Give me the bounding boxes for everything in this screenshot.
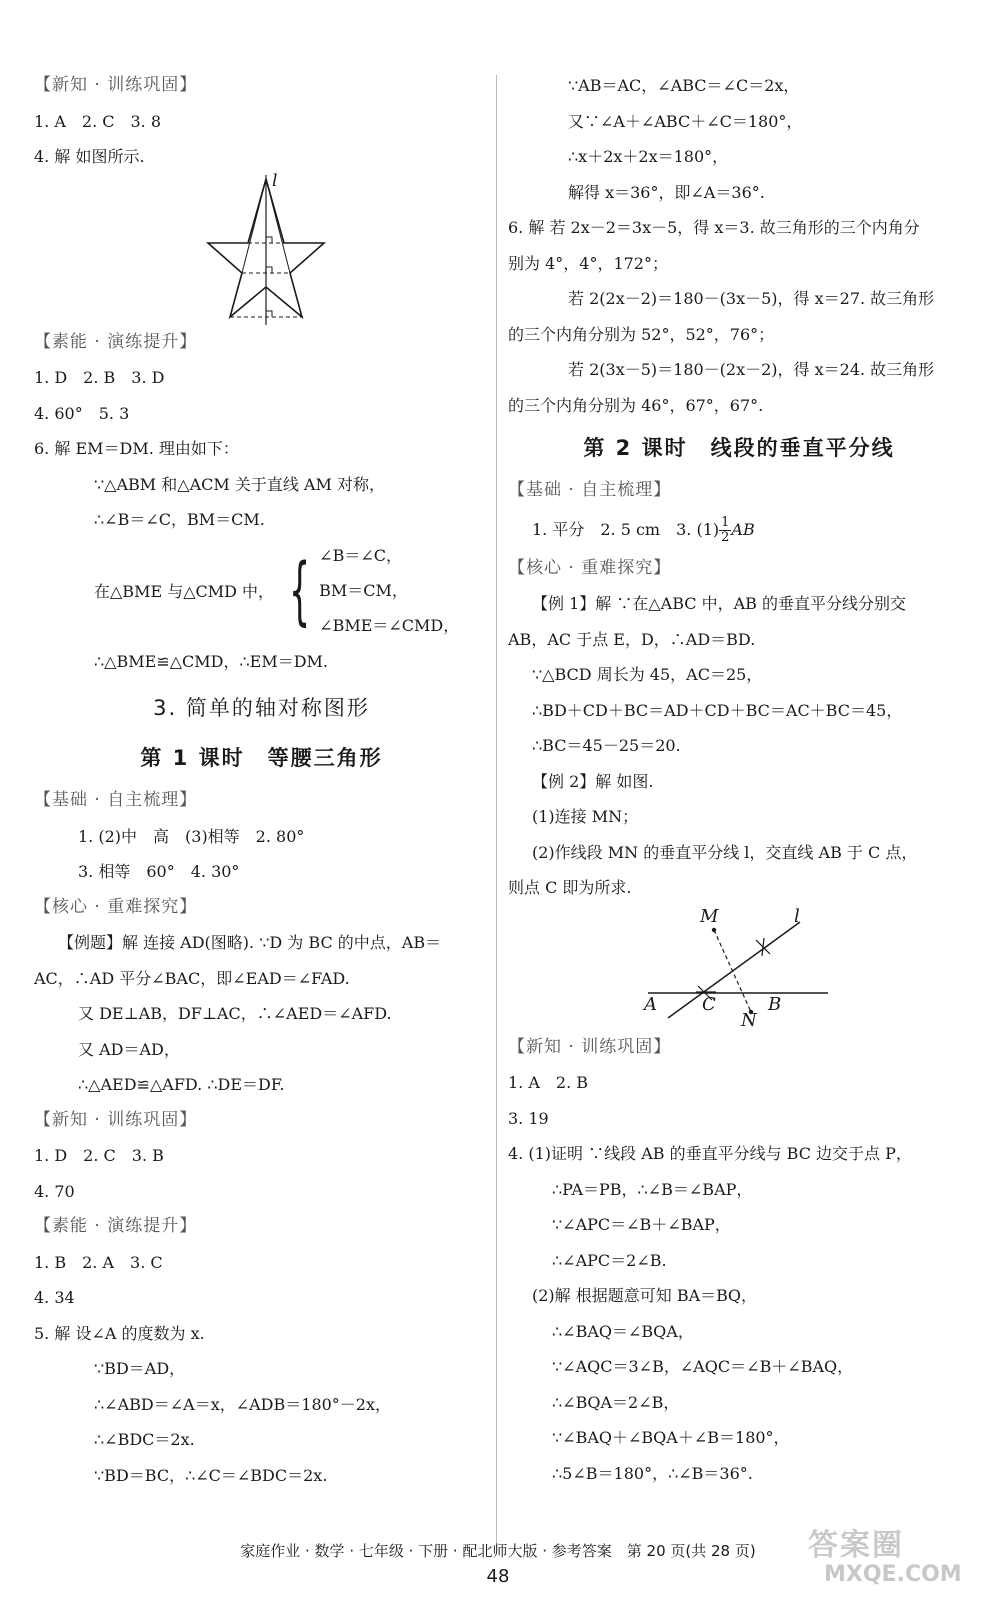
answer-line: 若 2(2x－2)＝180－(3x－5)，得 x＝27. 故三角形 bbox=[568, 289, 935, 308]
brace-items bbox=[319, 538, 459, 643]
answer-line: 的三个内角分别为 52°，52°，76°； bbox=[508, 324, 775, 344]
section-header: 【核心 · 重难探究】 bbox=[34, 896, 198, 917]
answer-text: 1. 平分 2. 5 cm 3. (1) bbox=[532, 519, 720, 539]
answer-line: ∵∠BAQ＋∠BQA＋∠B＝180°， bbox=[552, 1428, 790, 1447]
star-diagram bbox=[34, 175, 489, 325]
brace-item: ∠BME＝∠CMD， bbox=[319, 616, 460, 635]
section-header: 【素能 · 演练提升】 bbox=[34, 331, 198, 352]
right-column bbox=[508, 68, 970, 1491]
answer-line: 6. 解 EM＝DM. 理由如下： bbox=[34, 439, 239, 458]
brace-item: ∠B＝∠C， bbox=[319, 546, 402, 565]
bisector-figure bbox=[508, 906, 970, 1030]
answer-line: 又∵∠A＋∠ABC＋∠C＝180°， bbox=[568, 111, 803, 131]
answer-line: 【例 1】解 ∵在△ABC 中，AB 的垂直平分线分别交 bbox=[532, 594, 906, 613]
answer-line: 5. 解 设∠A 的度数为 x. bbox=[34, 1323, 205, 1343]
answer-line: 1. (2)中 高 (3)相等 2. 80° bbox=[78, 826, 305, 846]
answer-line: ∴∠B＝∠C，BM＝CM. bbox=[94, 510, 265, 529]
answer-line: (2)解 根据题意可知 BA＝BQ， bbox=[532, 1286, 758, 1305]
label-c: C bbox=[702, 993, 716, 1015]
answer-line: ∴x＋2x＋2x＝180°， bbox=[568, 147, 729, 166]
answer-line: AB，AC 于点 E，D，∴AD＝BD. bbox=[508, 629, 756, 649]
answer-line: 4. 60° 5. 3 bbox=[34, 403, 130, 423]
watermark-logo: 答案圈 bbox=[808, 1528, 904, 1563]
watermark-url: MXQE.COM bbox=[824, 1562, 962, 1587]
answer-line: 又 DE⊥AB，DF⊥AC，∴∠AED＝∠AFD. bbox=[78, 1004, 392, 1023]
label-n: N bbox=[741, 1009, 757, 1031]
answer-line: ∴∠BDC＝2x. bbox=[94, 1430, 195, 1449]
section-header: 【新知 · 训练巩固】 bbox=[34, 75, 198, 95]
answer-line: 3. 相等 60° 4. 30° bbox=[78, 862, 240, 881]
left-column bbox=[34, 68, 489, 1493]
answer-text: AB bbox=[731, 519, 755, 539]
answer-line: ∴∠BAQ＝∠BQA， bbox=[552, 1321, 694, 1341]
answer-line: AC，∴AD 平分∠BAC，即∠EAD＝∠FAD. bbox=[34, 968, 350, 988]
answer-line: 1. D 2. C 3. B bbox=[34, 1146, 164, 1165]
fraction bbox=[719, 516, 731, 545]
section-title: 3. 简单的轴对称图形 bbox=[153, 696, 370, 720]
column-divider bbox=[496, 75, 497, 1555]
answer-line bbox=[508, 509, 970, 551]
answer-line: 3. 19 bbox=[508, 1108, 549, 1128]
answer-line: ∴△AED≌△AFD. ∴DE＝DF. bbox=[78, 1075, 285, 1094]
answer-line: 的三个内角分别为 46°，67°，67°. bbox=[508, 395, 764, 415]
answer-line: ∴∠BQA＝2∠B， bbox=[552, 1392, 680, 1412]
answer-line: 4. (1)证明 ∵线段 AB 的垂直平分线与 BC 边交于点 P， bbox=[508, 1144, 912, 1163]
answer-line: (1)连接 MN； bbox=[532, 807, 639, 826]
section-header: 【基础 · 自主梳理】 bbox=[508, 480, 672, 500]
answer-line: ∵∠APC＝∠B＋∠BAP， bbox=[552, 1215, 731, 1234]
answer-line: 4. 70 bbox=[34, 1181, 75, 1201]
answer-line: 4. 34 bbox=[34, 1288, 75, 1307]
answer-line: 别为 4°，4°，172°； bbox=[508, 253, 668, 273]
lesson-title: 第 1 课时 等腰三角形 bbox=[140, 746, 383, 770]
star-figure bbox=[34, 170, 489, 325]
answer-line: ∵BD＝AD， bbox=[94, 1359, 186, 1378]
answer-line: 1. D 2. B 3. D bbox=[34, 368, 165, 387]
answer-line: ∵AB＝AC，∠ABC＝∠C＝2x， bbox=[568, 76, 800, 95]
page-number: 48 bbox=[486, 1566, 510, 1587]
left-brace-icon: { bbox=[289, 547, 311, 634]
answer-line: ∴BD＋CD＋BC＝AD＋CD＋BC＝AC＋BC＝45， bbox=[532, 700, 903, 720]
brace-label: 在△BME 与△CMD 中， bbox=[94, 582, 275, 601]
answer-line: ∵BD＝BC，∴∠C＝∠BDC＝2x. bbox=[94, 1465, 328, 1485]
answer-line: ∴5∠B＝180°，∴∠B＝36°. bbox=[552, 1463, 753, 1483]
answer-line: ∵△ABM 和△ACM 关于直线 AM 对称， bbox=[94, 474, 385, 494]
answer-line: 则点 C 即为所求. bbox=[508, 878, 632, 897]
line-label-l: l bbox=[272, 170, 278, 191]
answer-line: 1. B 2. A 3. C bbox=[34, 1252, 163, 1272]
answer-line: 若 2(3x－5)＝180－(2x－2)，得 x＝24. 故三角形 bbox=[568, 360, 935, 379]
bisector-diagram bbox=[508, 906, 970, 1030]
answer-line: 1. A 2. B bbox=[508, 1073, 589, 1092]
lesson-title: 第 2 课时 线段的垂直平分线 bbox=[583, 436, 895, 460]
answer-line: 4. 解 如图所示. bbox=[34, 147, 145, 166]
page-footer: 家庭作业 · 数学 · 七年级 · 下册 · 配北师大版 · 参考答案 第 20 页(共 28 页) bbox=[240, 1542, 756, 1560]
answer-line: ∴∠ABD＝∠A＝x，∠ADB＝180°－2x， bbox=[94, 1394, 392, 1414]
answer-line: ∵∠AQC＝3∠B，∠AQC＝∠B＋∠BAQ， bbox=[552, 1357, 854, 1376]
answer-line: 解得 x＝36°，即∠A＝36°. bbox=[568, 182, 765, 202]
answer-line: 【例 2】解 如图. bbox=[532, 771, 654, 791]
brace-item: BM＝CM， bbox=[319, 581, 408, 600]
section-header: 【新知 · 训练巩固】 bbox=[508, 1036, 672, 1057]
answer-line: ∵△BCD 周长为 45，AC＝25， bbox=[532, 665, 763, 684]
system-brace bbox=[34, 538, 489, 644]
label-l: l bbox=[794, 905, 800, 927]
label-b: B bbox=[768, 993, 782, 1015]
answer-line: 又 AD＝AD， bbox=[78, 1039, 180, 1059]
section-header: 【基础 · 自主梳理】 bbox=[34, 790, 198, 810]
fraction-numerator: 1 bbox=[721, 514, 730, 530]
section-header: 【素能 · 演练提升】 bbox=[34, 1216, 198, 1236]
label-m: M bbox=[700, 905, 719, 927]
answer-line: ∴BC＝45－25＝20. bbox=[532, 736, 681, 755]
fraction-denominator: 2 bbox=[721, 529, 730, 545]
answer-line: (2)作线段 MN 的垂直平分线 l，交直线 AB 于 C 点， bbox=[532, 842, 918, 862]
answer-line: 1. A 2. C 3. 8 bbox=[34, 111, 162, 131]
answer-line: ∴PA＝PB，∴∠B＝∠BAP， bbox=[552, 1179, 753, 1199]
answer-line: 6. 解 若 2x－2＝3x－5，得 x＝3. 故三角形的三个内角分 bbox=[508, 218, 920, 237]
section-header: 【核心 · 重难探究】 bbox=[508, 557, 672, 578]
answer-line: 【例题】解 连接 AD(图略). ∵D 为 BC 的中点，AB＝ bbox=[58, 933, 442, 952]
section-header: 【新知 · 训练巩固】 bbox=[34, 1109, 198, 1130]
label-a: A bbox=[644, 993, 657, 1015]
answer-line: ∴△BME≌△CMD，∴EM＝DM. bbox=[94, 651, 329, 671]
answer-line: ∴∠APC＝2∠B. bbox=[552, 1250, 667, 1270]
point-m bbox=[712, 927, 716, 931]
